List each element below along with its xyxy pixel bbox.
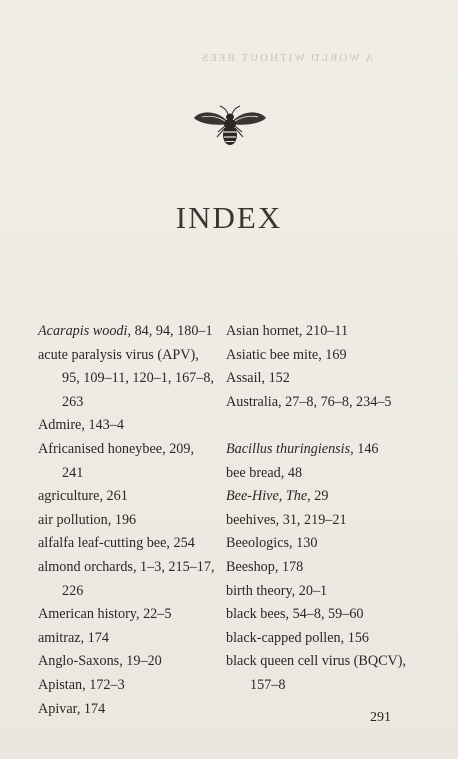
index-term: Australia: [226, 393, 279, 410]
index-column-right: [226, 320, 436, 698]
index-term: agriculture: [38, 488, 100, 505]
index-entry: [38, 485, 218, 509]
index-page-refs: , 48: [280, 464, 303, 481]
running-head-bleedthrough: A WORLD WITHOUT BEES: [200, 52, 374, 64]
index-entry: [226, 650, 436, 697]
index-term: black bees: [226, 606, 286, 623]
index-term: alfalfa leaf-cutting bee: [38, 535, 167, 552]
index-term: almond orchards: [38, 558, 133, 575]
index-term: black-capped pollen: [226, 629, 341, 646]
index-term: Bacillus thuringiensis: [226, 440, 351, 457]
index-entry: [226, 344, 436, 368]
index-entry: [38, 532, 218, 556]
index-entry: [38, 650, 218, 674]
index-page-refs: , 174: [76, 700, 106, 717]
index-page-refs: , 178: [274, 558, 304, 575]
index-entry: [226, 509, 436, 533]
index-entry: [38, 627, 218, 651]
index-entry: [38, 344, 218, 415]
index-entry: [226, 532, 436, 556]
index-entry: [226, 603, 436, 627]
index-entry: [226, 391, 436, 415]
index-page-refs: , 1–3, 215–17, 226: [62, 558, 215, 599]
index-term: black queen cell virus (BQCV): [226, 653, 403, 670]
index-term: Apistan: [38, 676, 83, 693]
index-entry: [226, 462, 436, 486]
index-entry: [226, 367, 436, 391]
index-entry: [38, 674, 218, 698]
index-page-refs: , 130: [289, 535, 318, 552]
index-term: Apivar: [38, 700, 77, 717]
index-term: Acarapis woodi: [38, 323, 128, 339]
index-column-left: [38, 320, 218, 721]
index-page-refs: , 169: [318, 346, 347, 363]
index-page-refs: , 29: [307, 488, 329, 505]
index-page-refs: , 84, 94, 180–1: [127, 323, 213, 339]
page-title: INDEX: [175, 200, 283, 235]
index-page-refs: , 54–8, 59–60: [285, 606, 364, 623]
index-page-refs: , 157–8: [250, 653, 407, 693]
index-page-refs: , 152: [261, 370, 290, 387]
index-page-refs: , 27–8, 76–8, 234–5: [278, 393, 392, 410]
index-page-refs: , 254: [166, 535, 195, 552]
index-term: Admire: [38, 417, 82, 434]
index-term: American history: [38, 606, 136, 623]
index-entry: [226, 438, 436, 462]
index-page-refs: , 95, 109–11, 120–1, 167–8, 263: [62, 346, 214, 410]
index-term: bee bread: [226, 464, 281, 481]
index-page-refs: , 172–3: [82, 676, 125, 693]
index-entry: [38, 320, 218, 344]
index-entry: [38, 414, 218, 438]
index-entry: [38, 509, 218, 533]
index-page-refs: , 22–5: [135, 606, 172, 623]
index-entry: [38, 438, 218, 485]
index-entry: [226, 556, 436, 580]
index-term: Asiatic bee mite: [226, 346, 319, 363]
bee-icon: [190, 104, 270, 148]
index-entry: [38, 603, 218, 627]
index-term: Asian hornet: [226, 323, 299, 339]
index-entry: [226, 320, 436, 344]
index-term: amitraz: [38, 629, 81, 646]
index-page-refs: , 20–1: [291, 582, 328, 599]
index-page-refs: , 261: [99, 488, 128, 505]
index-term: Bee-Hive, The: [226, 488, 308, 505]
index-entry: [226, 580, 436, 604]
index-page-refs: , 19–20: [119, 653, 162, 670]
index-page-refs: , 156: [340, 629, 370, 646]
index-page-refs: , 143–4: [81, 417, 124, 434]
index-entry: [226, 627, 436, 651]
index-term: beehives: [226, 511, 276, 528]
index-term: acute paralysis virus (APV): [38, 346, 196, 363]
index-page-refs: , 210–11: [298, 323, 349, 339]
index-term: Beeologics: [226, 535, 290, 552]
index-entry: [226, 485, 436, 509]
index-page-refs: , 196: [107, 511, 137, 528]
index-term: Anglo-Saxons: [38, 653, 120, 670]
index-term: air pollution: [38, 511, 108, 528]
index-term: birth theory: [226, 582, 292, 599]
index-entry: [38, 698, 218, 722]
index-entry: [38, 556, 218, 603]
index-page-refs: , 209, 241: [62, 440, 195, 481]
index-page-refs: , 174: [80, 629, 109, 646]
index-term: Assail: [226, 370, 262, 387]
page-number: 291: [370, 710, 391, 725]
index-term: Beeshop: [226, 558, 275, 575]
index-term: Africanised honeybee: [38, 440, 163, 457]
index-page-refs: , 146: [350, 440, 379, 457]
index-page-refs: , 31, 219–21: [275, 511, 347, 528]
